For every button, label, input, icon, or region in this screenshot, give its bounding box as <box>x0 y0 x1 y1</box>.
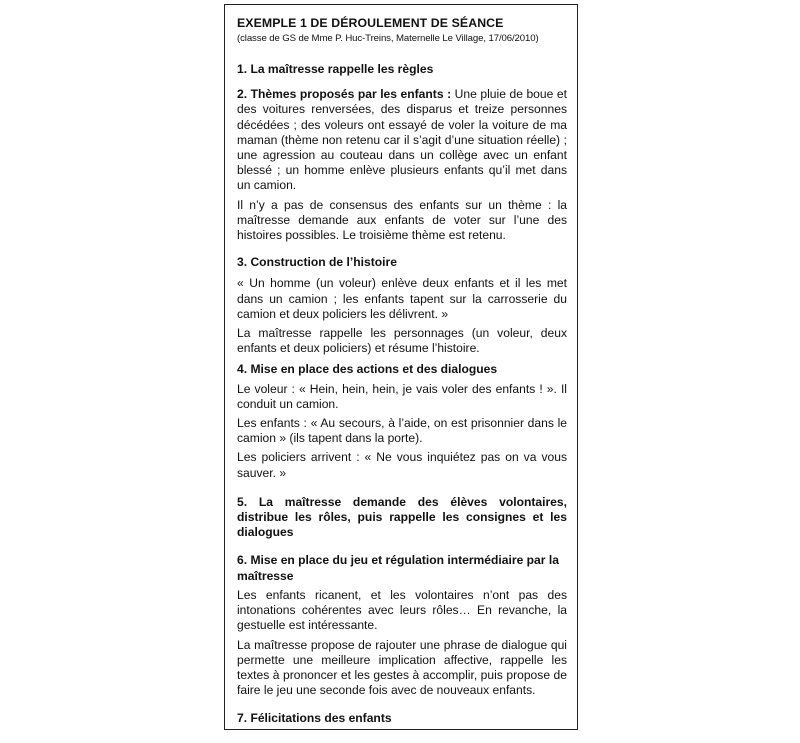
section-4-heading: 4. Mise en place des actions et des dialogues <box>237 362 498 377</box>
section-4-paragraph-2: Les enfants : « Au secours, à l’aide, on est prisonnier dans le camion » (ils tapent dans la porte). <box>237 416 567 446</box>
box-subtitle: (classe de GS de Mme P. Huc-Treins, Maternelle Le Village, 17/06/2010) <box>237 33 539 44</box>
session-example-box <box>224 4 578 730</box>
box-title: EXEMPLE 1 DE DÉROULEMENT DE SÉANCE <box>237 16 504 30</box>
section-6-paragraph-1: Les enfants ricanent, et les volontaires n’ont pas des intonations cohérentes avec leurs rôles… En revanche, la gestuelle est intéressante. <box>237 587 567 633</box>
section-5-heading: 5. La maîtresse demande des élèves volontaires, distribue les rôles, puis rappelle les consignes et les dialogues <box>237 494 567 540</box>
section-3-paragraph-2: La maîtresse rappelle les personnages (un voleur, deux enfants et deux policiers) et résume l’histoire. <box>237 326 567 356</box>
section-4-paragraph-1: Le voleur : « Hein, hein, hein, je vais voler des enfants ! ». Il conduit un camion. <box>237 381 567 411</box>
section-3-paragraph-1: « Un homme (un voleur) enlève deux enfants et il les met dans un camion ; les enfants tapent sur la carrosserie du camion et deux policiers les délivrent. » <box>237 276 567 321</box>
section-2 <box>237 87 567 243</box>
section-2-paragraph-1 <box>237 87 567 193</box>
section-3-heading: 3. Construction de l’histoire <box>237 255 397 270</box>
section-5 <box>237 495 567 541</box>
section-4 <box>237 362 567 480</box>
section-2-heading: 2. Thèmes proposés par les enfants : <box>237 87 452 102</box>
section-6-paragraph-2: La maîtresse propose de rajouter une phrase de dialogue qui permette une meilleure implication affective, rappelle les textes à prononcer et les gestes à accomplir, puis propose de faire le jeu une seconde fois avec de nouveaux enfants. <box>237 637 567 698</box>
section-1 <box>237 62 567 77</box>
section-3 <box>237 255 567 356</box>
section-4-paragraph-3: Les policiers arrivent : « Ne vous inquiétez pas on va vous sauver. » <box>237 450 567 480</box>
section-2-paragraph-2: Il n’y a pas de consensus des enfants sur un thème : la maîtresse demande aux enfants de voter sur l’une des histoires possibles. Le troisième thème est retenu. <box>237 197 567 243</box>
section-1-heading: 1. La maîtresse rappelle les règles <box>237 62 434 76</box>
section-2-text: Une pluie de boue et des voitures renversées, des disparus et treize personnes décédées ; des voleurs ont essayé de voler la voiture de ma maman (thème non retenu car il s’agit d’une situation réelle) ; une agression au couteau dans un collège avec un enfant blessé ; un homme enlève plusieurs enfants qu’il met dans un camion. <box>237 87 567 193</box>
section-6-heading: 6. Mise en place du jeu et régulation intermédiaire par la maîtresse <box>237 553 559 583</box>
section-7 <box>237 711 567 726</box>
section-7-heading: 7. Félicitations des enfants <box>237 711 392 726</box>
section-6 <box>237 553 567 698</box>
